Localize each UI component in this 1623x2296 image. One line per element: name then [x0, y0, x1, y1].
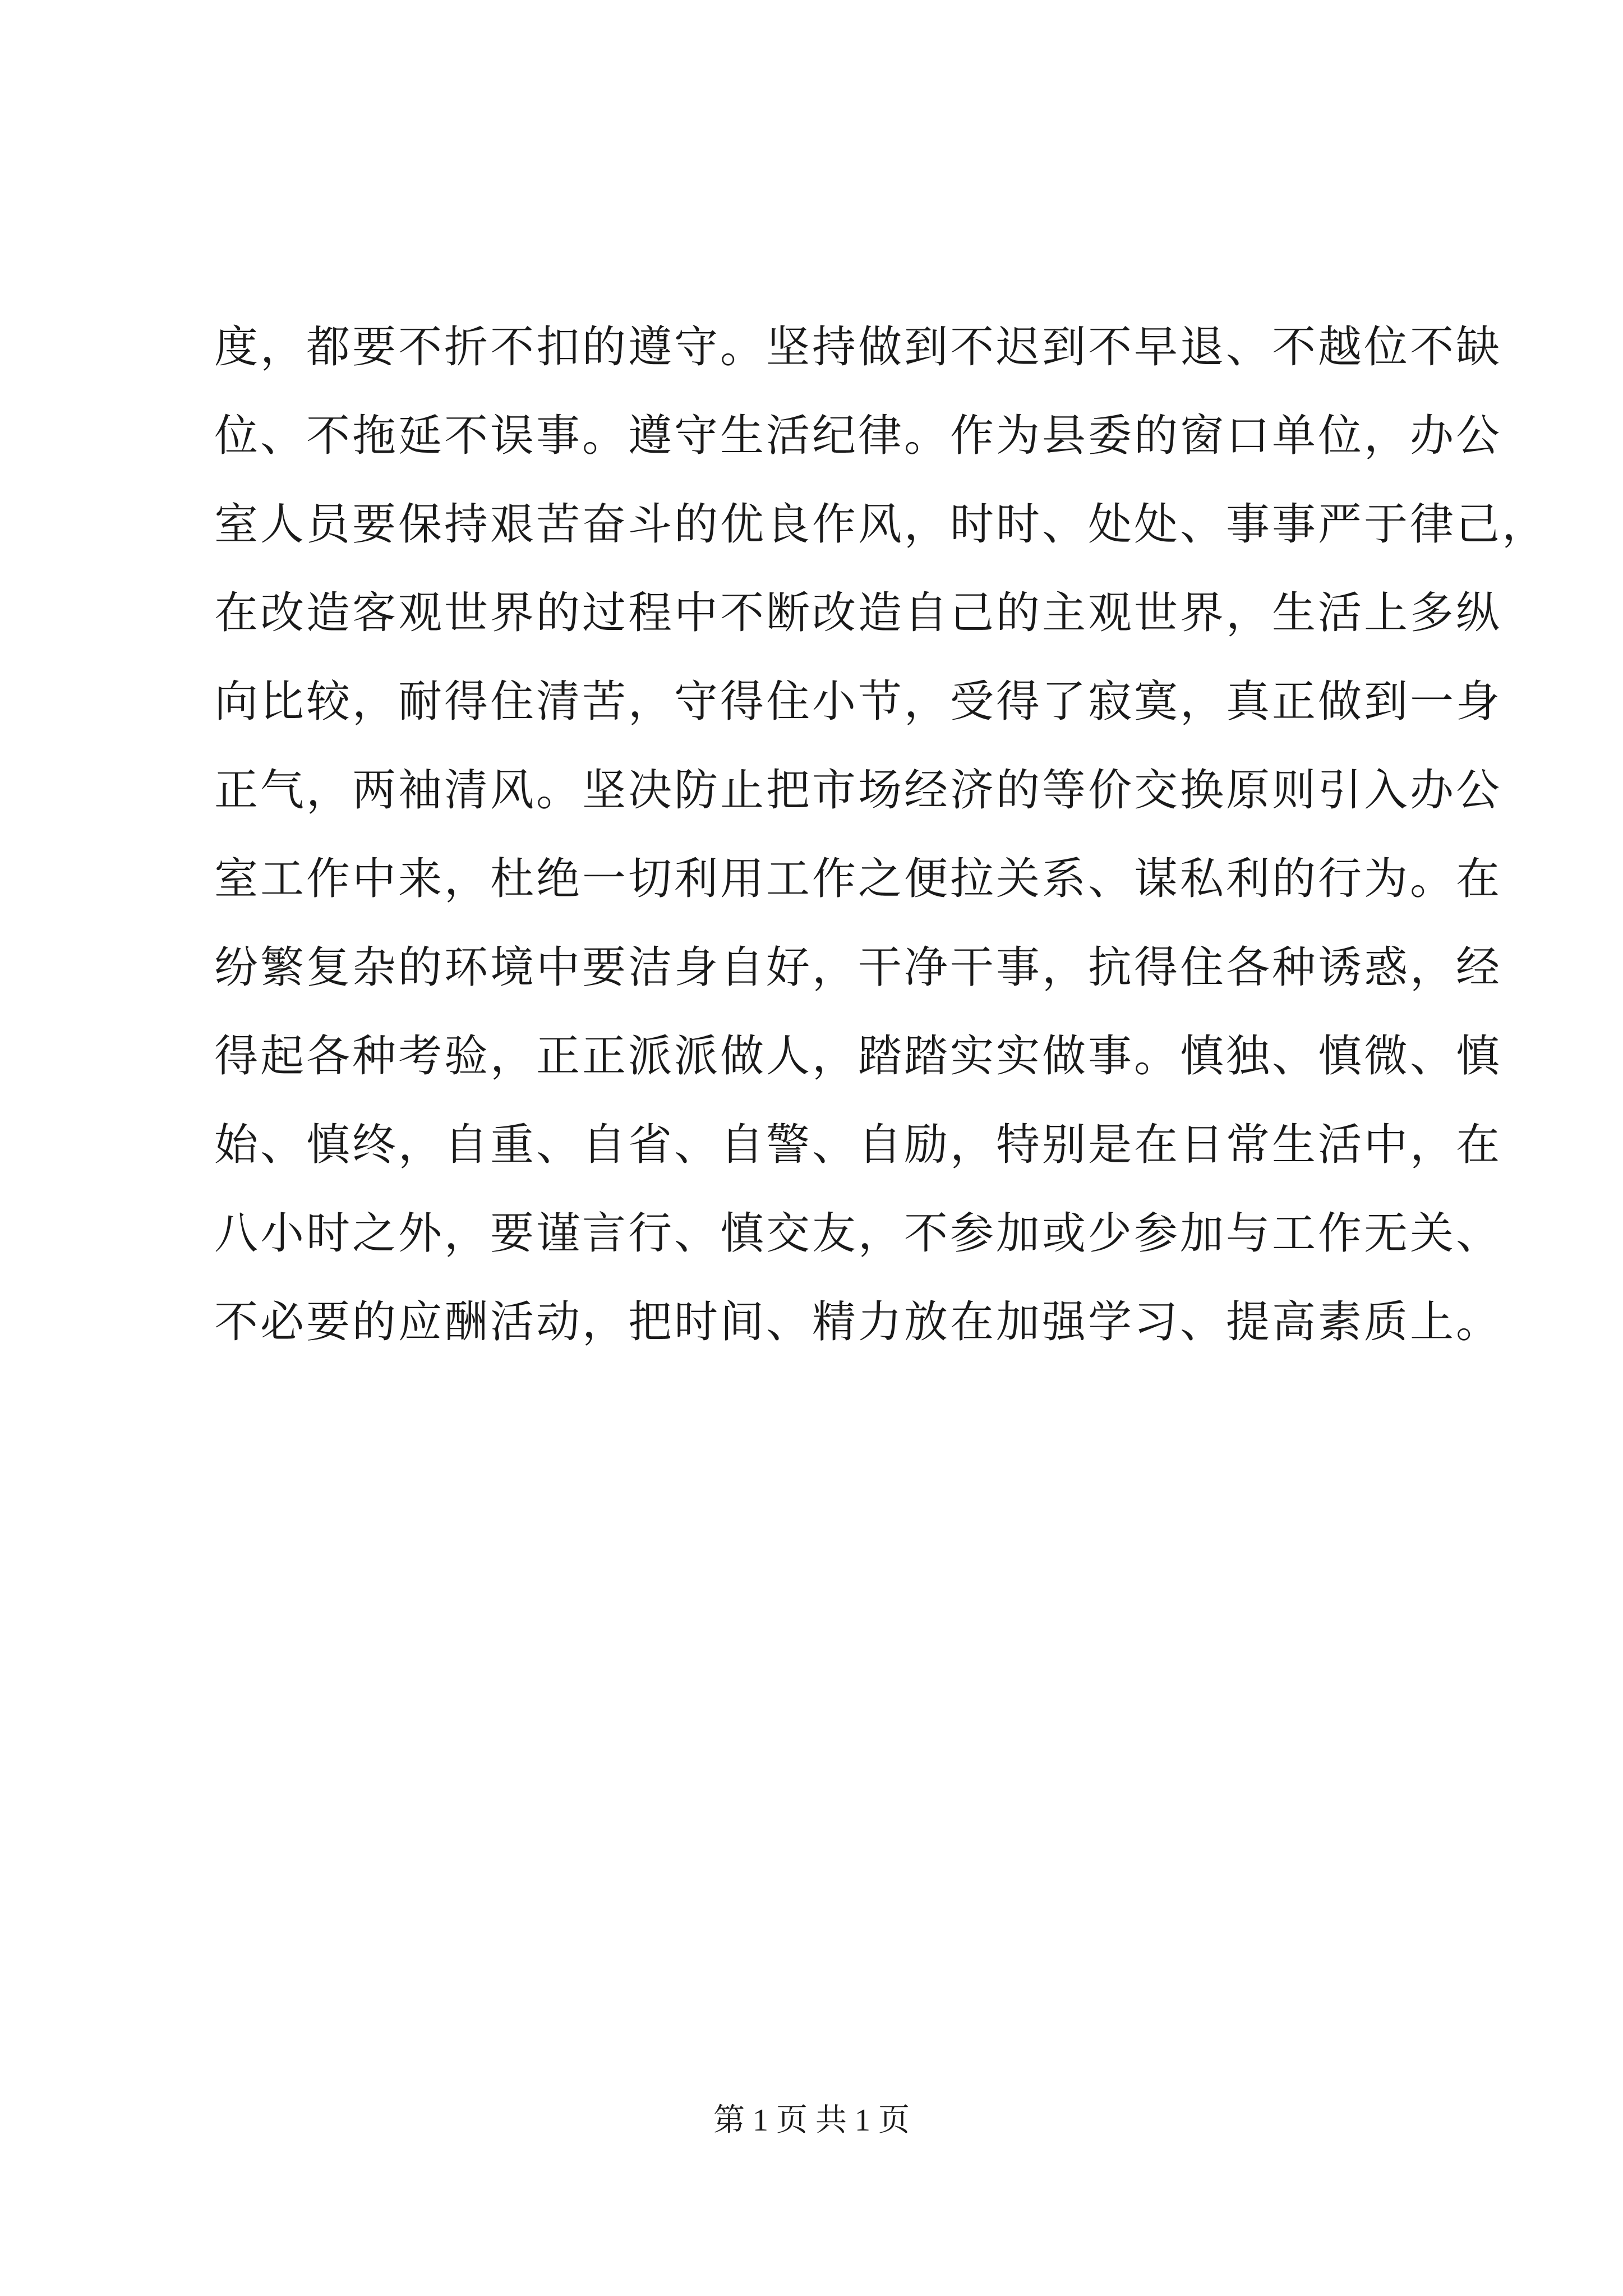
page-number-footer: 第 1 页 共 1 页 — [713, 2103, 910, 2138]
text-line: 位、不拖延不误事。遵守生活纪律。作为县委的窗口单位，办公 — [214, 411, 1502, 461]
text-line: 纷繁复杂的环境中要洁身自好，干净干事，抗得住各种诱惑，经 — [214, 942, 1502, 993]
text-line: 八小时之外，要谨言行、慎交友，不参加或少参加与工作无关、 — [214, 1208, 1502, 1259]
text-line: 不必要的应酬活动，把时间、精力放在加强学习、提高素质上。 — [214, 1297, 1502, 1347]
text-line: 向比较，耐得住清苦，守得住小节，受得了寂寞，真正做到一身 — [214, 677, 1502, 727]
text-line: 室人员要保持艰苦奋斗的优良作风，时时、处处、事事严于律己， — [214, 499, 1548, 550]
body-paragraph — [214, 303, 1548, 1366]
text-line: 正气，两袖清风。坚决防止把市场经济的等价交换原则引入办公 — [214, 765, 1502, 816]
text-line: 度，都要不折不扣的遵守。坚持做到不迟到不早退、不越位不缺 — [214, 322, 1502, 372]
text-line: 始、慎终，自重、自省、自警、自励，特别是在日常生活中，在 — [214, 1120, 1502, 1170]
text-line: 得起各种考验，正正派派做人，踏踏实实做事。慎独、慎微、慎 — [214, 1031, 1502, 1082]
text-line: 在改造客观世界的过程中不断改造自己的主观世界，生活上多纵 — [214, 588, 1502, 638]
text-line: 室工作中来，杜绝一切利用工作之便拉关系、谋私利的行为。在 — [214, 854, 1502, 904]
